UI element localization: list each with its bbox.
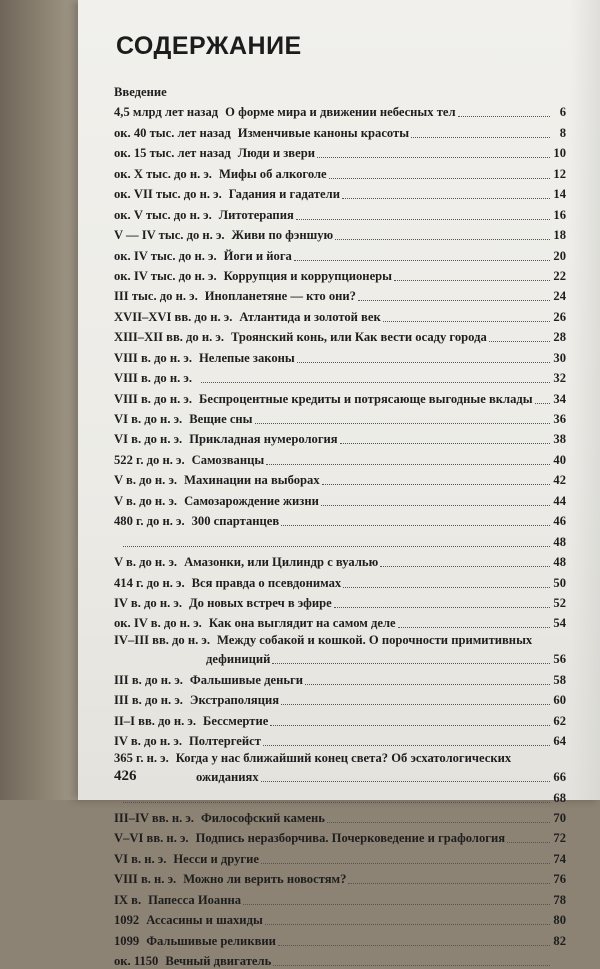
dot-leader	[327, 821, 550, 823]
toc-page: 18	[553, 228, 566, 243]
toc-row[interactable]	[114, 708, 566, 728]
toc-title: Философский камень	[200, 811, 325, 825]
toc-title: Вся правда о псевдонимах	[191, 575, 342, 590]
toc-row[interactable]	[114, 509, 566, 529]
toc-title: Махинации на выборах	[184, 473, 320, 488]
toc-row[interactable]	[114, 806, 566, 826]
dot-leader	[296, 218, 550, 220]
toc-row[interactable]	[114, 928, 566, 948]
dot-leader	[265, 923, 550, 925]
toc-row[interactable]	[114, 386, 566, 406]
toc-title: Мифы об алкоголе	[218, 166, 327, 181]
toc-page: 28	[553, 330, 566, 345]
dot-leader	[201, 381, 550, 383]
dot-leader	[281, 703, 550, 705]
dot-leader	[507, 841, 550, 843]
toc-page: 24	[553, 289, 566, 304]
toc-date: ок. IV в. до н. э.	[114, 616, 202, 631]
dot-leader	[380, 565, 550, 567]
toc-row[interactable]	[114, 223, 566, 243]
toc-title: Гадания и гадатели	[228, 187, 340, 202]
toc-page: 22	[553, 268, 566, 283]
toc-page: 48	[553, 534, 566, 549]
toc-row[interactable]	[114, 141, 566, 161]
toc-date: ок. 40 тыс. лет назад	[114, 125, 231, 140]
toc-intro-title: Введение	[114, 85, 167, 99]
dot-leader	[297, 361, 550, 363]
toc-title: Прикладная нумерология	[189, 432, 338, 447]
toc-page: 10	[553, 146, 566, 161]
toc-page: 58	[553, 672, 566, 687]
toc-page: 40	[553, 452, 566, 467]
toc-page: 52	[553, 595, 566, 610]
toc-row[interactable]	[114, 550, 566, 570]
toc-page: 44	[553, 493, 566, 508]
dot-leader	[272, 662, 550, 664]
toc-row[interactable]	[114, 826, 566, 846]
toc-title: 300 спартанцев	[191, 514, 280, 529]
dot-leader	[266, 463, 550, 465]
dot-leader	[334, 606, 550, 608]
toc-date: V–VI вв. н. э.	[114, 831, 189, 846]
toc-title: Самозарождение жизни	[184, 493, 319, 508]
toc-title: Ассасины и шахиды	[146, 913, 263, 928]
dot-leader	[294, 259, 550, 261]
toc-page: 12	[553, 166, 566, 181]
toc-row-wrapped-cont[interactable]	[114, 648, 566, 667]
toc-page: 32	[553, 371, 566, 386]
toc-title: Папесса Иоанна	[148, 892, 242, 907]
toc-page: 14	[553, 187, 566, 202]
toc-page: 30	[553, 350, 566, 365]
toc-date: V в. до н. э.	[114, 473, 178, 488]
table-of-contents	[114, 80, 566, 969]
toc-row[interactable]	[114, 688, 566, 708]
toc-title: Коррупция и коррупционеры	[223, 268, 392, 283]
toc-row[interactable]	[114, 161, 566, 181]
toc-page: 20	[553, 248, 566, 263]
toc-date: III в. до н. э.	[114, 672, 183, 687]
toc-title: Вечный двигатель	[165, 954, 272, 969]
toc-date: VI в. н. э.	[114, 851, 167, 866]
toc-date: VI в. до н. э.	[114, 432, 183, 447]
toc-row[interactable]	[114, 949, 566, 969]
toc-row[interactable]	[114, 785, 566, 805]
toc-row[interactable]	[114, 447, 566, 467]
toc-page: 54	[553, 616, 566, 631]
page-number: 426	[114, 768, 137, 784]
toc-title: Можно ли верить новостям?	[183, 872, 347, 887]
dot-leader	[273, 964, 550, 966]
toc-date: 1092	[114, 913, 140, 928]
contents-heading: СОДЕРЖАНИЕ	[116, 32, 302, 60]
toc-date: 4,5 млрд лет назад	[114, 105, 219, 120]
toc-title: Йоги и йога	[223, 248, 292, 263]
toc-date: ок. 15 тыс. лет назад	[114, 146, 231, 161]
dot-leader	[255, 422, 551, 424]
toc-row[interactable]	[114, 100, 566, 120]
toc-date: VIII в. до н. э.	[114, 371, 193, 386]
toc-page: 76	[553, 872, 566, 887]
toc-date: 365 г. н. э.	[114, 751, 169, 766]
toc-date: 414 г. до н. э.	[114, 575, 185, 590]
toc-title: Экстраполяция	[189, 693, 280, 708]
toc-title: Фальшивые деньги	[189, 672, 303, 687]
toc-row[interactable]	[114, 729, 566, 749]
toc-title: О форме мира и движении небесных тел	[225, 105, 456, 120]
toc-date: VIII в. до н. э.	[114, 350, 193, 365]
toc-row-intro[interactable]	[114, 80, 566, 100]
toc-page: 72	[553, 831, 566, 846]
toc-date: III–IV вв. н. э.	[114, 811, 194, 825]
toc-date: XIII–XII вв. до н. э.	[114, 330, 224, 345]
dot-leader	[281, 524, 550, 526]
dot-leader	[329, 177, 550, 179]
toc-title: Живи по фэншую	[231, 228, 334, 243]
toc-page: 16	[553, 207, 566, 222]
toc-row[interactable]	[114, 304, 566, 324]
toc-page: 26	[553, 309, 566, 324]
toc-date: IV–III вв. до н. э.	[114, 633, 211, 648]
toc-row[interactable]	[114, 468, 566, 488]
toc-row[interactable]	[114, 243, 566, 263]
toc-row[interactable]	[114, 264, 566, 284]
toc-page: 38	[553, 432, 566, 447]
toc-title: Люди и звери	[237, 146, 315, 161]
toc-page: 62	[553, 713, 566, 728]
toc-title: Когда у нас ближайший конец света? Об эсхатологических	[175, 751, 512, 766]
dot-leader	[411, 136, 550, 138]
toc-date: IX в.	[114, 892, 142, 907]
dot-leader	[305, 683, 550, 685]
toc-date: VI в. до н. э.	[114, 412, 183, 426]
dot-leader	[243, 903, 550, 905]
toc-date: II–I вв. до н. э.	[114, 713, 197, 728]
dot-leader	[535, 402, 550, 404]
toc-row[interactable]	[114, 887, 566, 907]
toc-title: Как она выглядит на самом деле	[208, 616, 396, 631]
toc-date: IV в. до н. э.	[114, 595, 182, 610]
toc-date: IV в. до н. э.	[114, 734, 182, 749]
toc-page: 6	[559, 105, 566, 120]
toc-page: 78	[553, 892, 566, 907]
toc-date: ок. IV тыс. до н. э.	[114, 248, 217, 263]
dot-leader	[358, 299, 550, 301]
toc-title: Подпись неразборчива. Почерковедение и графология	[195, 831, 506, 846]
toc-row[interactable]	[114, 667, 566, 687]
dot-leader	[348, 882, 550, 884]
toc-row[interactable]	[114, 284, 566, 304]
toc-title-cont: ожиданиях	[196, 770, 259, 785]
dot-leader	[123, 801, 550, 803]
toc-date: 522 г. до н. э.	[114, 452, 185, 467]
dot-leader	[123, 545, 550, 547]
toc-date: V в. до н. э.	[114, 493, 178, 508]
dot-leader	[343, 586, 550, 588]
dot-leader	[270, 724, 550, 726]
page-edge-shade	[570, 0, 600, 800]
toc-title: Беспроцентные кредиты и потрясающе выгодные вклады	[199, 391, 533, 406]
toc-row[interactable]	[114, 570, 566, 590]
toc-page: 82	[553, 933, 566, 948]
toc-row[interactable]	[114, 325, 566, 345]
toc-row[interactable]	[114, 427, 566, 447]
toc-date: III тыс. до н. э.	[114, 289, 198, 304]
toc-title: Несси и другие	[173, 851, 259, 866]
dot-leader	[278, 944, 550, 946]
toc-row-wrapped-2[interactable]	[114, 749, 566, 766]
toc-title: Вещие сны	[189, 412, 253, 426]
toc-row[interactable]	[114, 488, 566, 508]
toc-date: XVII–XVI вв. до н. э.	[114, 309, 233, 324]
toc-row-wrapped[interactable]	[114, 631, 566, 648]
dot-leader	[322, 483, 550, 485]
toc-page: 60	[553, 693, 566, 708]
dot-leader	[489, 340, 550, 342]
toc-page: 34	[553, 391, 566, 406]
toc-row[interactable]	[114, 529, 566, 549]
toc-row-wrapped-2-cont[interactable]	[114, 766, 566, 785]
toc-title: Амазонки, или Цилиндр с вуалью	[184, 555, 379, 570]
toc-page: 42	[553, 473, 566, 488]
toc-page: 70	[553, 811, 566, 825]
dot-leader	[340, 442, 550, 444]
toc-title: Между собакой и кошкой. О порочности примитивных	[217, 633, 533, 648]
toc-title: Самозванцы	[191, 452, 265, 467]
toc-row[interactable]	[114, 407, 566, 427]
toc-date: III в. до н. э.	[114, 693, 183, 708]
toc-date: 1099	[114, 933, 140, 948]
toc-page: 50	[553, 575, 566, 590]
toc-title: Атлантида и золотой век	[239, 309, 381, 324]
toc-row[interactable]	[114, 366, 566, 386]
toc-page: 8	[559, 125, 566, 140]
toc-date: ок. VII тыс. до н. э.	[114, 187, 222, 202]
toc-page: 74	[553, 851, 566, 866]
toc-date: V в. до н. э.	[114, 555, 178, 570]
toc-title: Инопланетяне — кто они?	[204, 289, 356, 304]
toc-title: Литотерапия	[218, 207, 294, 222]
toc-title: Нелепые законы	[199, 350, 295, 365]
toc-date: VIII в. до н. э.	[114, 391, 193, 406]
toc-page: 46	[553, 514, 566, 529]
toc-page: 56	[553, 652, 566, 667]
dot-leader	[458, 115, 550, 117]
toc-title: Фальшивые реликвии	[146, 933, 276, 948]
toc-row[interactable]	[114, 846, 566, 866]
dot-leader	[321, 504, 550, 506]
toc-date: ок. X тыс. до н. э.	[114, 166, 212, 181]
toc-title: Троянский конь, или Как вести осаду города	[231, 330, 487, 345]
toc-row[interactable]	[114, 611, 566, 631]
dot-leader	[335, 238, 550, 240]
toc-title-cont: дефиниций	[206, 652, 271, 667]
toc-date: VIII в. н. э.	[114, 872, 177, 887]
toc-row[interactable]	[114, 908, 566, 928]
toc-date: 480 г. до н. э.	[114, 514, 185, 529]
toc-page: 66	[553, 770, 566, 785]
toc-title: Изменчивые каноны красоты	[237, 125, 410, 140]
toc-row[interactable]	[114, 867, 566, 887]
toc-page: 64	[553, 734, 566, 749]
toc-row[interactable]	[114, 120, 566, 140]
dot-leader	[398, 626, 550, 628]
toc-page: 80	[553, 913, 566, 928]
toc-row[interactable]	[114, 182, 566, 202]
toc-page: 36	[553, 412, 566, 426]
toc-title: До новых встреч в эфире	[188, 595, 332, 610]
dot-leader	[261, 862, 550, 864]
toc-date: V — IV тыс. до н. э.	[114, 228, 225, 243]
toc-date: ок. V тыс. до н. э.	[114, 207, 212, 222]
toc-row[interactable]	[114, 591, 566, 611]
toc-row[interactable]	[114, 202, 566, 222]
toc-title: Бессмертие	[203, 713, 269, 728]
toc-page: 68	[553, 790, 566, 805]
dot-leader	[317, 156, 550, 158]
toc-page: 48	[553, 555, 566, 570]
dot-leader	[342, 197, 550, 199]
dot-leader	[261, 780, 550, 782]
dot-leader	[383, 320, 550, 322]
toc-date: ок. 1150	[114, 954, 159, 969]
toc-title: Полтергейст	[188, 734, 261, 749]
dot-leader	[263, 744, 550, 746]
toc-row[interactable]	[114, 345, 566, 365]
toc-date: ок. IV тыс. до н. э.	[114, 268, 217, 283]
dot-leader	[394, 279, 550, 281]
